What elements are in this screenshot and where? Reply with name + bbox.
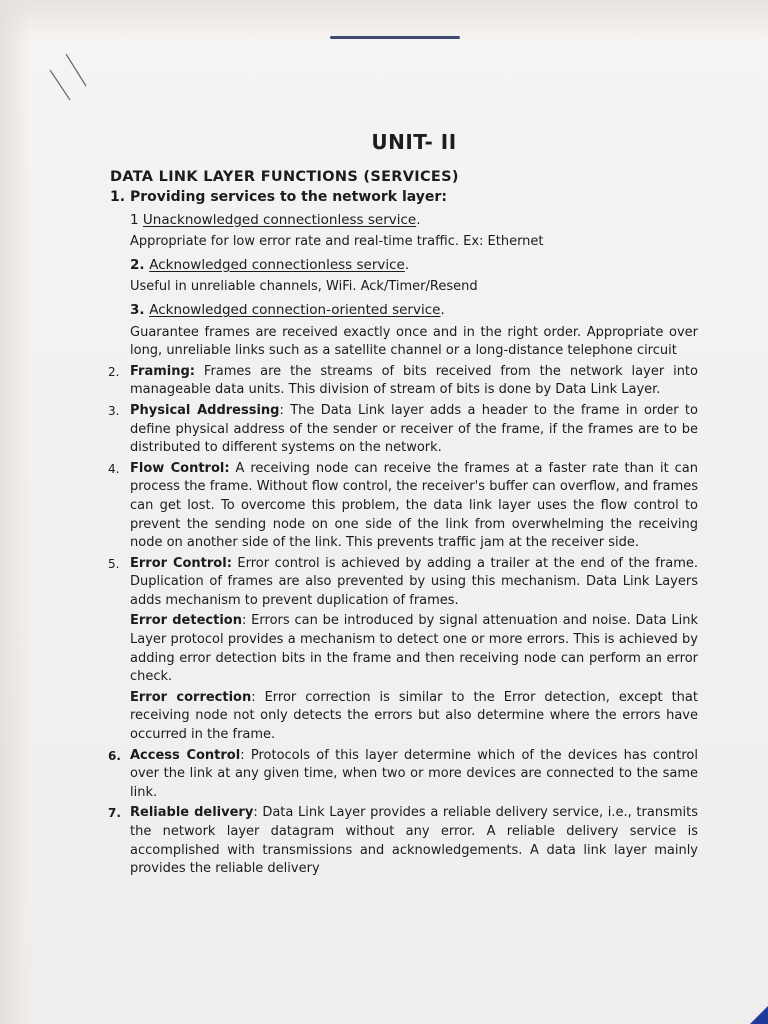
list-item-error-control <box>108 555 698 745</box>
service-description: Appropriate for low error rate and real-time traffic. Ex: Ethernet <box>130 234 544 250</box>
item-number: 6. <box>108 748 121 763</box>
subparagraph-text: : Errors can be introduced by signal attenuation and noise. Data Link Layer protocol provides a mechanism to detect one or more errors. This is achieved by adding error detection bits in the frame and then receiving node can perform an error check. <box>130 613 698 685</box>
page-corner <box>750 1006 768 1024</box>
item-term: Flow Control: <box>130 460 230 476</box>
item-number: 4. <box>108 461 120 476</box>
service-prefix: 1 <box>130 211 143 228</box>
service-title: Acknowledged connectionless service <box>149 256 405 273</box>
item-text: : Protocols of this layer determine which of the devices has control over the link at any given time, when two or more devices are connected to the same link. <box>130 747 698 800</box>
item-term: Physical Addressing <box>130 402 280 418</box>
service-suffix: . <box>404 256 410 273</box>
item-term: Framing: <box>130 363 195 379</box>
subparagraph-term: Error detection <box>130 613 242 629</box>
point-1-title: Providing services to the network layer: <box>129 188 447 205</box>
document-body <box>108 168 698 879</box>
point-1-number: 1. <box>110 188 126 205</box>
service-title: Unacknowledged connectionless service <box>142 211 417 228</box>
service-prefix: 3. <box>130 301 150 318</box>
binding-mark <box>330 36 460 39</box>
service-3 <box>130 301 698 361</box>
item-number: 7. <box>108 806 121 821</box>
service-suffix: . <box>416 211 421 228</box>
service-description: Useful in unreliable channels, WiFi. Ack/Timer/Resend <box>130 279 478 295</box>
item-number: 5. <box>108 556 120 571</box>
error-detection-paragraph <box>130 612 698 686</box>
service-description: Guarantee frames are received exactly once and in the right order. Appropriate over long, unreliable links such as a satellite channel or a long-distance telephone circuit <box>130 324 698 359</box>
list-item-framing <box>108 363 698 400</box>
item-text: Frames are the streams of bits received from the network layer into manageable data units. This division of stream of bits is done by Data Link Layer. <box>130 363 698 398</box>
item-term: Error Control: <box>130 555 232 571</box>
service-1 <box>130 211 698 252</box>
item-text: : Data Link Layer provides a reliable delivery service, i.e., transmits the network layer datagram without any error. A reliable delivery service is accomplished with transmissions and acknowledgements. A data link layer mainly provides the reliable delivery <box>130 805 698 877</box>
item-term: Access Control <box>130 747 241 763</box>
pen-mark-icon <box>44 48 94 108</box>
item-text: : The Data Link layer adds a header to the frame in order to define physical address of the sender or receiver of the frame, if the frames are to be distributed to different systems on the network. <box>130 402 698 456</box>
subparagraph-term: Error correction <box>130 689 252 705</box>
item-number: 3. <box>108 403 120 418</box>
list-item-flow-control <box>108 460 698 553</box>
section-heading: DATA LINK LAYER FUNCTIONS (SERVICES) <box>110 169 459 185</box>
item-text: A receiving node can receive the frames at a faster rate than it can process the frame. Without flow control, the receiver's buffer can overflow, and frames can get lost. To overcome this problem, the data link layer uses the flow control to prevent the sending node on one side of the link from overwhelming the receiving node on another side of the link. This prevents traffic jam at the receiver side. <box>130 460 698 551</box>
service-title: Acknowledged connection-oriented service <box>149 301 441 318</box>
unit-title: UNIT- II <box>371 130 457 154</box>
error-correction-paragraph <box>130 689 698 745</box>
list-item-reliable-delivery <box>108 804 698 878</box>
service-suffix: . <box>440 301 445 318</box>
scan-shadow-top <box>0 0 768 40</box>
subparagraph-text: : Error correction is similar to the Error detection, except that receiving node not only detects the errors but also determine where the errors have occurred in the frame. <box>130 689 698 743</box>
service-prefix: 2. <box>130 256 150 273</box>
item-number: 2. <box>108 364 120 379</box>
point-1-heading <box>110 187 698 207</box>
item-term: Reliable delivery <box>130 805 254 821</box>
list-item-physical-addressing <box>108 402 698 458</box>
service-2 <box>130 256 698 297</box>
list-item-access-control <box>108 747 698 803</box>
item-text: Error control is achieved by adding a trailer at the end of the frame. Duplication of frames are also prevented by using this mechanism. Data Link Layers adds mechanism to prevent duplication of frames. <box>130 555 698 608</box>
